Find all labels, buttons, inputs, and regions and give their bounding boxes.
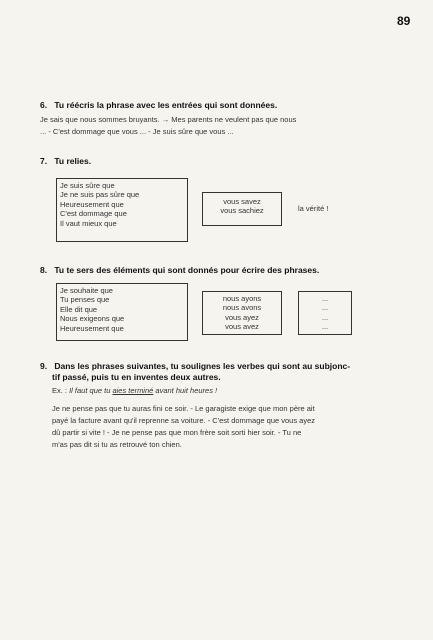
exercise-9-example-underlined: aies terminé (112, 386, 154, 395)
ex8-left-item: Tu penses que (60, 295, 110, 305)
exercise-6-title (40, 100, 410, 110)
exercise-7-title (40, 156, 410, 166)
exercise-6-title-text: Tu réécris la phrase avec les entrées qui sont données. (54, 100, 278, 110)
exercise-7-number: 7. (40, 156, 48, 166)
exercise-9-para-line: dû partir si vite ! - Je ne pense pas que mon frère soit sorti hier soir. - Tu ne (52, 428, 302, 437)
exercise-6-line-2: ... - C'est dommage que vous ... - Je suis sûre que vous ... (40, 127, 234, 136)
ex8-left-item: Nous exigeons que (60, 314, 125, 324)
exercise-9-para-line: payé la facture avant qu'il reprenne sa voiture. - C'est dommage que vous ayez (52, 416, 316, 425)
exercise-9-example-prefix: Ex. : (52, 386, 70, 395)
exercise-6-number: 6. (40, 100, 48, 110)
exercise-9-title-line-2: tif passé, puis tu en inventes deux autres. (52, 372, 221, 382)
page-number: 89 (397, 14, 411, 28)
ex7-left-item: C'est dommage que (60, 209, 127, 219)
ex7-box-left (56, 178, 188, 242)
exercise-7 (40, 156, 410, 166)
ex8-box-mid (202, 291, 282, 335)
ex8-mid-item: vous ayez (225, 312, 259, 322)
ex7-mid-item: vous savez (223, 197, 261, 206)
ex8-mid-item: vous avez (225, 322, 259, 332)
ex8-left-item: Elle dit que (60, 304, 98, 314)
ex8-left-item: Heureusement que (60, 323, 124, 333)
ex7-left-item: Heureusement que (60, 199, 124, 209)
exercise-7-title-text: Tu relies. (54, 156, 92, 166)
exercise-8-title-text: Tu te sers des éléments qui sont donnés pour écrire des phrases. (54, 265, 320, 275)
exercise-6 (40, 100, 410, 138)
exercise-9-example-before: Il faut que tu (69, 386, 113, 395)
exercise-6-body (40, 114, 410, 138)
exercise-9-number: 9. (40, 361, 48, 371)
exercise-9-para-line: Je ne pense pas que tu auras fini ce soir. - Le garagiste exige que mon père ait (52, 404, 315, 413)
exercise-9-example-after: avant huit heures ! (153, 386, 218, 395)
exercise-9-para-line: m'as pas dit si tu as retrouvé ton chien. (52, 440, 182, 449)
ex8-right-item: ... (321, 294, 329, 303)
ex7-right-text: la vérité ! (298, 204, 329, 213)
ex7-left-item: Je suis sûre que (60, 181, 115, 190)
exercise-9 (40, 361, 410, 451)
ex8-right-item: ... (321, 322, 329, 332)
ex8-mid-item: nous ayons (222, 294, 262, 303)
ex7-left-item: Il vaut mieux que (60, 218, 117, 228)
exercise-6-line-1: Je sais que nous sommes bruyants. → Mes parents ne veulent pas que nous (40, 115, 297, 124)
ex8-right-item: ... (321, 303, 329, 313)
exercise-8-number: 8. (40, 265, 48, 275)
ex7-box-mid (202, 192, 282, 226)
ex7-mid-item: vous sachiez (220, 206, 264, 216)
ex8-mid-item: nous avons (222, 303, 262, 313)
exercise-9-title (40, 361, 410, 383)
exercise-9-title-line-1: Dans les phrases suivantes, tu soulignes les verbes qui sont au subjonc- (54, 361, 351, 371)
exercise-8-title (40, 265, 410, 275)
ex8-box-left (56, 283, 188, 341)
ex8-right-item: ... (321, 312, 329, 322)
exercise-8 (40, 265, 410, 275)
ex7-left-item: Je ne suis pas sûre que (60, 190, 140, 200)
exercise-9-example (40, 385, 410, 397)
exercise-9-paragraph (40, 403, 410, 451)
ex8-box-right (298, 291, 352, 335)
ex8-left-item: Je souhaite que (60, 286, 113, 295)
